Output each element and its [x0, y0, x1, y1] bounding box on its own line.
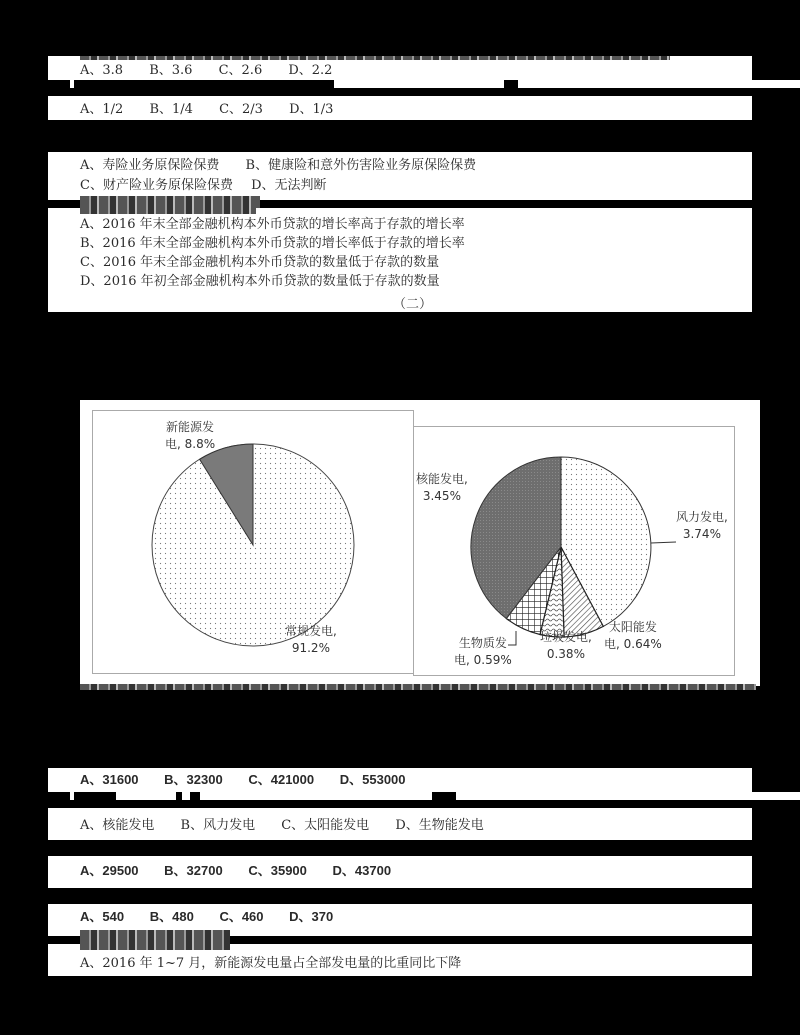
- redacted-text: [80, 56, 670, 60]
- option-a[interactable]: A、3.8: [80, 63, 124, 78]
- option-d[interactable]: D、1/3: [289, 102, 334, 117]
- pie-chart-1-svg: [93, 411, 413, 673]
- label-conventional: 常规发电, 91.2%: [285, 624, 337, 655]
- strip-fragment: [116, 792, 176, 800]
- question-3-options-row2: [80, 177, 349, 195]
- question-3-options-row1: [80, 157, 498, 175]
- label-nuclear: 核能发电, 3.45%: [416, 472, 468, 503]
- option-c[interactable]: C、2/3: [219, 102, 263, 117]
- section-label: （二）: [393, 297, 433, 312]
- label-biomass: 生物质发 电, 0.59%: [454, 636, 512, 667]
- question-8-options: [80, 908, 355, 926]
- option-d[interactable]: D、553000: [339, 772, 406, 787]
- question-6-options: [80, 817, 506, 835]
- question-4-option-c[interactable]: C、2016 年末全部金融机构本外币贷款的数量低于存款的数量: [80, 255, 440, 270]
- option-a[interactable]: A、29500: [80, 863, 139, 878]
- option-a[interactable]: A、核能发电: [80, 818, 155, 833]
- option-d[interactable]: D、370: [289, 909, 334, 924]
- option-b[interactable]: B、3.6: [149, 63, 193, 78]
- label-wind: 风力发电, 3.74%: [676, 510, 728, 541]
- option-a[interactable]: A、1/2: [80, 102, 124, 117]
- option-d[interactable]: D、43700: [332, 863, 392, 878]
- question-1-options: [80, 62, 354, 80]
- pie-chart-1: [92, 410, 414, 674]
- question-4-option-d[interactable]: D、2016 年初全部金融机构本外币贷款的数量低于存款的数量: [80, 274, 440, 289]
- pie-chart-2: [413, 426, 735, 676]
- label-new-energy: 新能源发 电, 8.8%: [165, 420, 216, 451]
- option-b[interactable]: B、风力发电: [180, 818, 256, 833]
- option-a[interactable]: A、寿险业务原保险保费: [80, 158, 220, 173]
- strip-fragment: [518, 80, 800, 88]
- option-d[interactable]: D、生物能发电: [395, 818, 484, 833]
- option-b[interactable]: B、1/4: [149, 102, 193, 117]
- question-5-options: [80, 771, 428, 789]
- option-b[interactable]: B、32300: [164, 772, 223, 787]
- option-b[interactable]: B、480: [149, 909, 194, 924]
- question-4-option-a[interactable]: A、2016 年末全部金融机构本外币贷款的增长率高于存款的增长率: [80, 217, 465, 232]
- option-c[interactable]: C、财产险业务原保险保费: [80, 178, 233, 193]
- option-a[interactable]: A、540: [80, 909, 125, 924]
- label-solar: 太阳能发 电, 0.64%: [604, 620, 662, 651]
- strip-fragment: [70, 792, 74, 800]
- label-garbage: 垃圾发电, 0.38%: [540, 630, 592, 661]
- redacted-question-4-stem: [80, 208, 256, 214]
- option-c[interactable]: C、460: [219, 909, 264, 924]
- option-d[interactable]: D、2.2: [288, 63, 333, 78]
- question-7-options: [80, 862, 413, 880]
- option-c[interactable]: C、2.6: [218, 63, 263, 78]
- strip-fragment: [182, 792, 190, 800]
- question-4-option-b[interactable]: B、2016 年末全部金融机构本外币贷款的增长率低于存款的增长率: [80, 236, 465, 251]
- strip-fragment: [334, 80, 504, 88]
- option-c[interactable]: C、421000: [248, 772, 315, 787]
- strip-fragment: [200, 792, 432, 800]
- question-2-options: [80, 101, 355, 119]
- option-b[interactable]: B、健康险和意外伤害险业务原保险保费: [245, 158, 477, 173]
- option-a[interactable]: A、31600: [80, 772, 139, 787]
- option-c[interactable]: C、太阳能发电: [281, 818, 370, 833]
- option-b[interactable]: B、32700: [164, 863, 223, 878]
- strip-fragment: [70, 80, 74, 88]
- option-d[interactable]: D、无法判断: [251, 178, 327, 193]
- strip-fragment: [456, 792, 800, 800]
- redacted-material-text: [80, 684, 756, 690]
- option-c[interactable]: C、35900: [248, 863, 307, 878]
- question-9-option-a[interactable]: A、2016 年 1~7 月，新能源发电量占全部发电量的比重同比下降: [80, 956, 462, 971]
- redacted-question-9-stem: [80, 944, 230, 950]
